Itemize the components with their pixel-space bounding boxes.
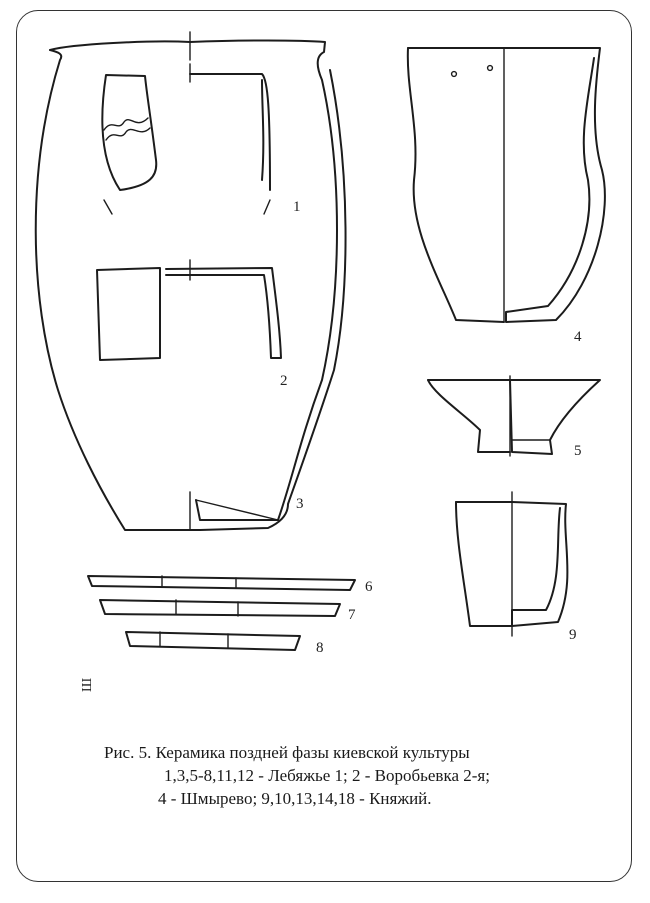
sherds-6-7-8-drawing (88, 576, 355, 650)
figure-number-5: 5 (574, 443, 582, 459)
figure-caption (104, 741, 564, 810)
vessel-3-drawing (36, 32, 346, 530)
figure-number-1: 1 (293, 199, 301, 215)
figure-number-2: 2 (280, 373, 288, 389)
figure-number-7: 7 (348, 607, 356, 623)
figure-number-9: 9 (569, 627, 577, 643)
vessel-4-drawing (408, 48, 605, 322)
figure-number-3: 3 (296, 496, 304, 512)
figure-number-6: 6 (365, 579, 373, 595)
caption-title: Рис. 5. Керамика поздней фазы киевской культуры (104, 743, 470, 762)
figure-number-8: 8 (316, 640, 324, 656)
scale-mark: Ш (80, 677, 95, 692)
vessel-2-drawing (97, 260, 281, 360)
caption-line-2: 1,3,5-8,11,12 - Лебяжье 1; 2 - Воробьевка 2-я; (164, 766, 490, 785)
figure-number-4: 4 (574, 329, 582, 345)
vessel-1-drawing (102, 64, 270, 214)
caption-line-3: 4 - Шмырево; 9,10,13,14,18 - Княжий. (158, 789, 432, 808)
vessel-9-drawing (456, 492, 567, 636)
